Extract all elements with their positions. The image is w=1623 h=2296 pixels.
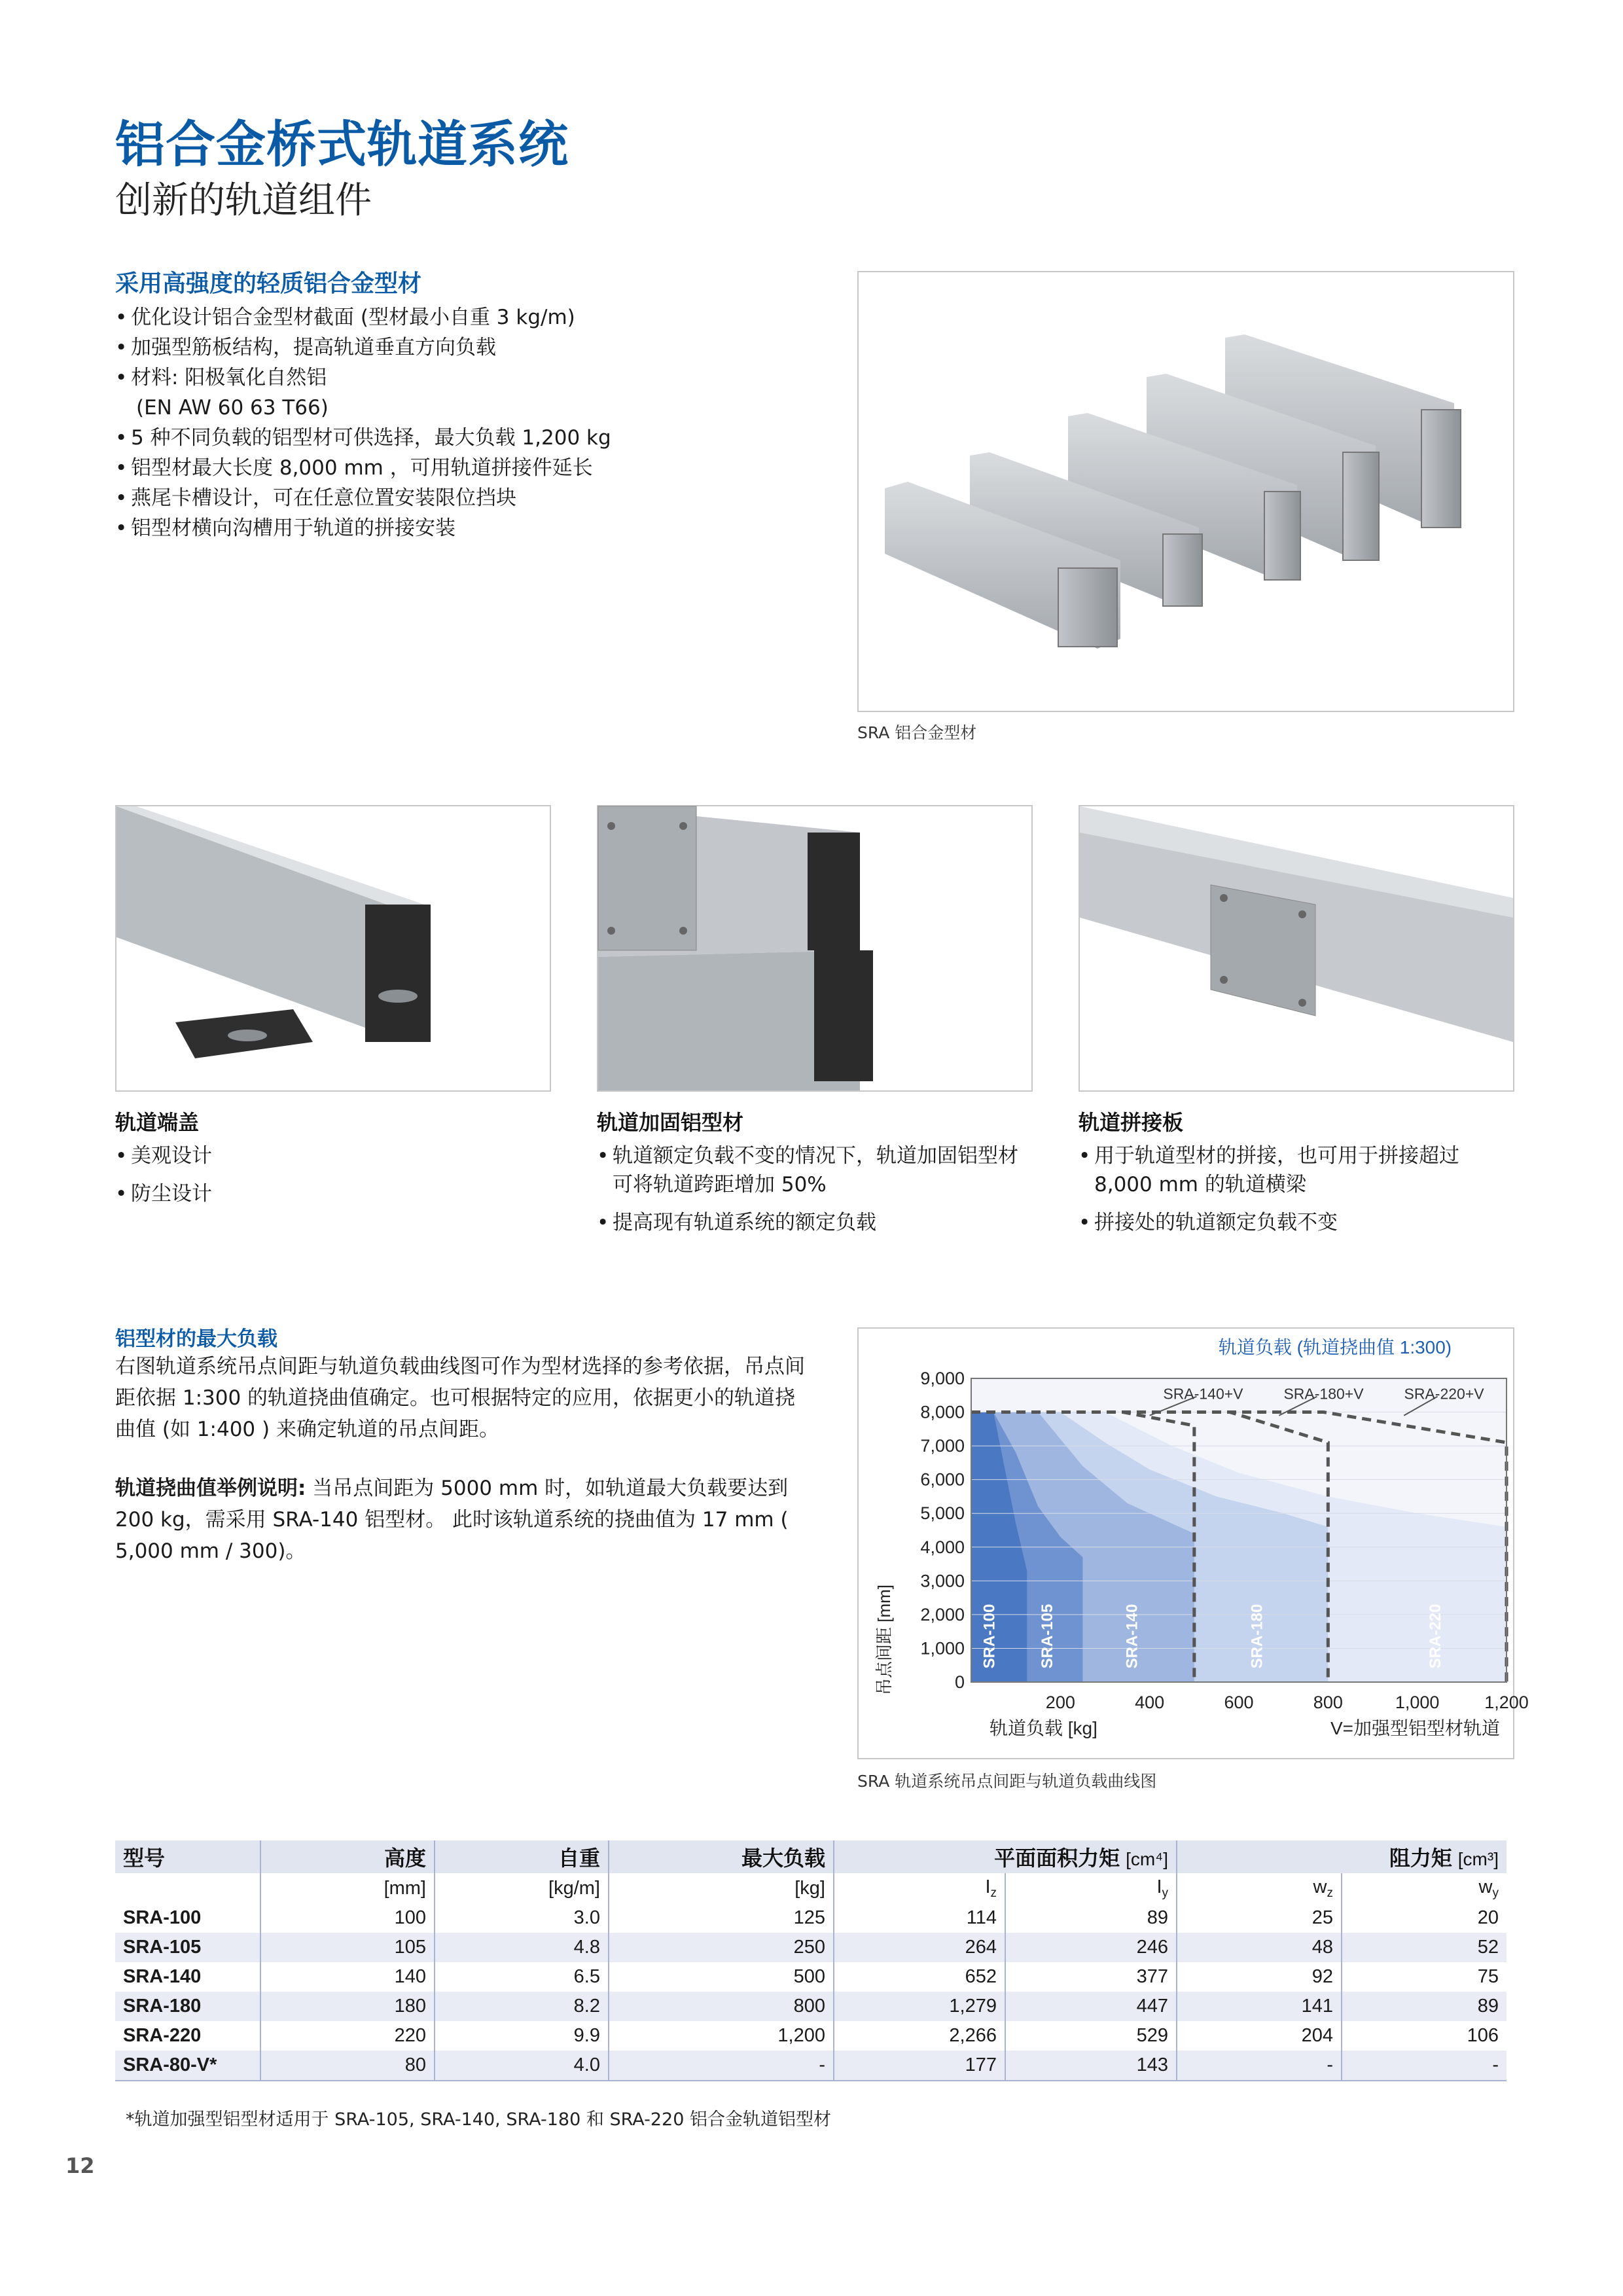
table-row (115, 2051, 1507, 2081)
end-cap-image (116, 806, 550, 1090)
cell-iy: 529 (1005, 2021, 1177, 2051)
cell-wz: 204 (1177, 2021, 1342, 2051)
intro-bullet-list (115, 302, 835, 543)
header-inertia-unit: [cm⁴] (1126, 1849, 1168, 1869)
intro-bullet: • 材料: 阳极氧化自然铝 (115, 363, 835, 393)
feature-heading-splice: 轨道拼接板 (1079, 1110, 1184, 1135)
reinforced-label: SRA-220+V (1404, 1385, 1484, 1403)
page-number: 12 (65, 2153, 95, 2178)
chart-y-label: 吊点间距 [mm] (874, 1585, 894, 1695)
table-row (115, 1933, 1507, 1962)
aluminium-profiles-image (859, 272, 1513, 711)
cell-iy: 143 (1005, 2051, 1177, 2081)
cell-wy: 106 (1342, 2021, 1507, 2051)
reinforced-label: SRA-180+V (1283, 1385, 1364, 1403)
unit-iz (834, 1873, 1005, 1903)
cell-weight: 8.2 (435, 1992, 609, 2021)
cell-max-load: - (609, 2051, 834, 2081)
feature-heading-end-cap: 轨道端盖 (115, 1110, 200, 1135)
y-tick-label: 5,000 (920, 1503, 965, 1524)
y-tick-label: 7,000 (920, 1436, 965, 1456)
table-unit-row (115, 1873, 1507, 1903)
load-example-label: 轨道挠曲值举例说明: (115, 1477, 306, 1500)
feature-bullet: • 拼接处的轨道额定负载不变 (1079, 1208, 1510, 1237)
cell-model: SRA-80-V* (115, 2051, 260, 2081)
cell-max-load: 1,200 (609, 2021, 834, 2051)
cell-iz: 1,279 (834, 1992, 1005, 2021)
end-cap-photo (115, 805, 551, 1092)
table-row (115, 1992, 1507, 2021)
unit-wz-symbol: w (1313, 1876, 1327, 1897)
y-tick-label: 6,000 (920, 1469, 965, 1490)
spec-table (115, 1840, 1507, 2081)
cell-max-load: 250 (609, 1933, 834, 1962)
cell-wy: 89 (1342, 1992, 1507, 2021)
series-label-sra-220: SRA-220 (1426, 1604, 1444, 1669)
cell-height: 220 (260, 2021, 435, 2051)
chart-x-label: 轨道负载 [kg] (990, 1718, 1097, 1738)
y-tick-label: 9,000 (920, 1369, 965, 1388)
x-tick-label: 1,200 (1484, 1693, 1529, 1712)
intro-bullet: • 燕尾卡槽设计，可在任意位置安装限位挡块 (115, 483, 835, 513)
unit-model (115, 1873, 260, 1903)
cell-iz: 264 (834, 1933, 1005, 1962)
x-tick-label: 800 (1313, 1693, 1343, 1712)
intro-bullet: • 加强型筋板结构，提高轨道垂直方向负载 (115, 332, 835, 363)
x-tick-label: 600 (1224, 1693, 1254, 1712)
table-header-row (115, 1840, 1507, 1873)
header-inertia-label: 平面面积力矩 (994, 1846, 1120, 1870)
cell-weight: 4.8 (435, 1933, 609, 1962)
unit-iz-symbol: I (985, 1876, 991, 1897)
unit-iz-sub: z (990, 1886, 997, 1900)
y-tick-label: 1,000 (920, 1638, 965, 1659)
cell-weight: 6.5 (435, 1962, 609, 1992)
feature-bullet: • 美观设计 (115, 1141, 534, 1170)
intro-bullet: • 优化设计铝合金型材截面 (型材最小自重 3 kg/m) (115, 302, 835, 332)
load-example-text: 当吊点间距为 5000 mm 时，如轨道最大负载要达到 200 kg，需采用 SRA-140 铝型材。 此时该轨道系统的挠曲值为 17 mm ( 5,000 mm / 300)。 (115, 1477, 789, 1563)
page-title: 铝合金桥式轨道系统 (115, 115, 569, 173)
cell-iz: 652 (834, 1962, 1005, 1992)
cell-wy: 20 (1342, 1903, 1507, 1933)
feature-list-reinforcement (597, 1141, 1029, 1246)
header-modulus-unit: [cm³] (1457, 1849, 1499, 1869)
load-chart (859, 1329, 1529, 1758)
page-subtitle: 创新的轨道组件 (115, 179, 372, 222)
cell-iy: 447 (1005, 1992, 1177, 2021)
intro-bullet: • 铝型材最大长度 8,000 mm ，可用轨道拼接件延长 (115, 453, 835, 483)
unit-wy-sub: y (1492, 1886, 1499, 1900)
y-tick-label: 4,000 (920, 1537, 965, 1557)
cell-iy: 377 (1005, 1962, 1177, 1992)
feature-list-end-cap (115, 1141, 534, 1217)
reinforcement-profile-photo (597, 805, 1033, 1092)
load-example (115, 1473, 809, 1567)
intro-bullet-continuation (115, 393, 835, 423)
cell-wz: 48 (1177, 1933, 1342, 1962)
header-height: 高度 (260, 1840, 435, 1873)
intro-bullet: • 铝型材横向沟槽用于轨道的拼接安装 (115, 513, 835, 543)
chart-title: 轨道负载 (轨道挠曲值 1:300) (1218, 1337, 1452, 1357)
header-inertia (834, 1840, 1177, 1873)
x-tick-label: 400 (1135, 1693, 1165, 1712)
reinforcement-profile-image (598, 806, 1031, 1090)
cell-model: SRA-220 (123, 2025, 202, 2046)
cell-weight: 4.0 (435, 2051, 609, 2081)
intro-heading: 采用高强度的轻质铝合金型材 (115, 270, 422, 297)
table-footnote: *轨道加强型铝型材适用于 SRA-105, SRA-140, SRA-180 和 SRA-220 铝合金轨道铝型材 (126, 2109, 831, 2130)
cell-height: 140 (260, 1962, 435, 1992)
unit-height: [mm] (260, 1873, 435, 1903)
unit-wz-sub: z (1327, 1886, 1333, 1900)
cell-wz: 25 (1177, 1903, 1342, 1933)
y-tick-label: 2,000 (920, 1604, 965, 1624)
y-tick-label: 3,000 (920, 1571, 965, 1591)
unit-iy-sub: y (1162, 1886, 1168, 1900)
unit-max-load: [kg] (609, 1873, 834, 1903)
splice-plate-photo (1079, 805, 1514, 1092)
unit-wy (1342, 1873, 1507, 1903)
series-label-sra-105: SRA-105 (1038, 1604, 1056, 1669)
cell-wz: 141 (1177, 1992, 1342, 2021)
cell-iy: 89 (1005, 1903, 1177, 1933)
cell-weight: 9.9 (435, 2021, 609, 2051)
unit-wy-symbol: w (1478, 1876, 1493, 1897)
cell-iz: 2,266 (834, 2021, 1005, 2051)
load-heading: 铝型材的最大负载 (115, 1327, 277, 1351)
cell-iz: 177 (834, 2051, 1005, 2081)
cell-height: 105 (260, 1933, 435, 1962)
series-label-sra-100: SRA-100 (980, 1604, 999, 1669)
cell-weight: 3.0 (435, 1903, 609, 1933)
feature-bullet: • 用于轨道型材的拼接，也可用于拼接超过 8,000 mm 的轨道横梁 (1079, 1141, 1510, 1199)
header-weight: 自重 (435, 1840, 609, 1873)
feature-bullet: • 轨道额定负载不变的情况下，轨道加固铝型材可将轨道跨距增加 50% (597, 1141, 1029, 1199)
cell-wz: 92 (1177, 1962, 1342, 1992)
header-modulus (1177, 1840, 1507, 1873)
cell-iz: 114 (834, 1903, 1005, 1933)
y-tick-label: 8,000 (920, 1402, 965, 1422)
header-model: 型号 (115, 1840, 260, 1873)
cell-wy: - (1342, 2051, 1507, 2081)
chart-note: V=加强型铝型材轨道 (1330, 1718, 1500, 1738)
table-row (115, 1903, 1507, 1933)
cell-wy: 52 (1342, 1933, 1507, 1962)
header-max-load: 最大负载 (609, 1840, 834, 1873)
cell-height: 100 (260, 1903, 435, 1933)
feature-list-splice (1079, 1141, 1510, 1246)
cell-max-load: 800 (609, 1992, 834, 2021)
unit-weight: [kg/m] (435, 1873, 609, 1903)
cell-iy: 246 (1005, 1933, 1177, 1962)
profiles-photo (857, 271, 1514, 712)
cell-model: SRA-140 (123, 1966, 202, 1987)
feature-heading-reinforcement: 轨道加固铝型材 (597, 1110, 744, 1135)
cell-height: 180 (260, 1992, 435, 2021)
intro-bullet: • 5 种不同负载的铝型材可供选择，最大负载 1,200 kg (115, 423, 835, 453)
feature-bullet: • 提高现有轨道系统的额定负载 (597, 1208, 1029, 1237)
cell-wz: - (1177, 2051, 1342, 2081)
cell-wy: 75 (1342, 1962, 1507, 1992)
unit-wz (1177, 1873, 1342, 1903)
cell-model: SRA-180 (115, 1992, 260, 2021)
cell-model: SRA-105 (115, 1933, 260, 1962)
intro-bullet-cont-text: (EN AW 60 63 T66) (136, 396, 329, 420)
table-row (115, 2021, 1507, 2051)
load-paragraph: 右图轨道系统吊点间距与轨道负载曲线图可作为型材选择的参考依据，吊点间距依据 1:300 的轨道挠曲值确定。也可根据特定的应用，依据更小的轨道挠曲值 (如 1:400 ) 来确定轨道的吊点间距。 (115, 1355, 805, 1441)
unit-iy (1005, 1873, 1177, 1903)
chart-caption: SRA 轨道系统吊点间距与轨道负载曲线图 (857, 1772, 1157, 1791)
series-label-sra-140: SRA-140 (1123, 1604, 1141, 1669)
reinforced-label: SRA-140+V (1163, 1385, 1243, 1403)
x-tick-label: 200 (1045, 1693, 1075, 1712)
feature-bullet: • 防尘设计 (115, 1179, 534, 1208)
y-tick-label: 0 (954, 1672, 965, 1692)
load-chart-frame (857, 1327, 1529, 1759)
series-label-sra-180: SRA-180 (1248, 1604, 1266, 1669)
splice-plate-image (1080, 806, 1513, 1090)
header-modulus-label: 阻力矩 (1389, 1846, 1452, 1870)
table-row (115, 1962, 1507, 1992)
x-tick-label: 1,000 (1395, 1693, 1440, 1712)
unit-iy-symbol: I (1156, 1876, 1162, 1897)
cell-model: SRA-100 (123, 1907, 202, 1928)
cell-height: 80 (260, 2051, 435, 2081)
cell-max-load: 500 (609, 1962, 834, 1992)
profiles-photo-caption: SRA 铝合金型材 (857, 723, 977, 742)
cell-max-load: 125 (609, 1903, 834, 1933)
